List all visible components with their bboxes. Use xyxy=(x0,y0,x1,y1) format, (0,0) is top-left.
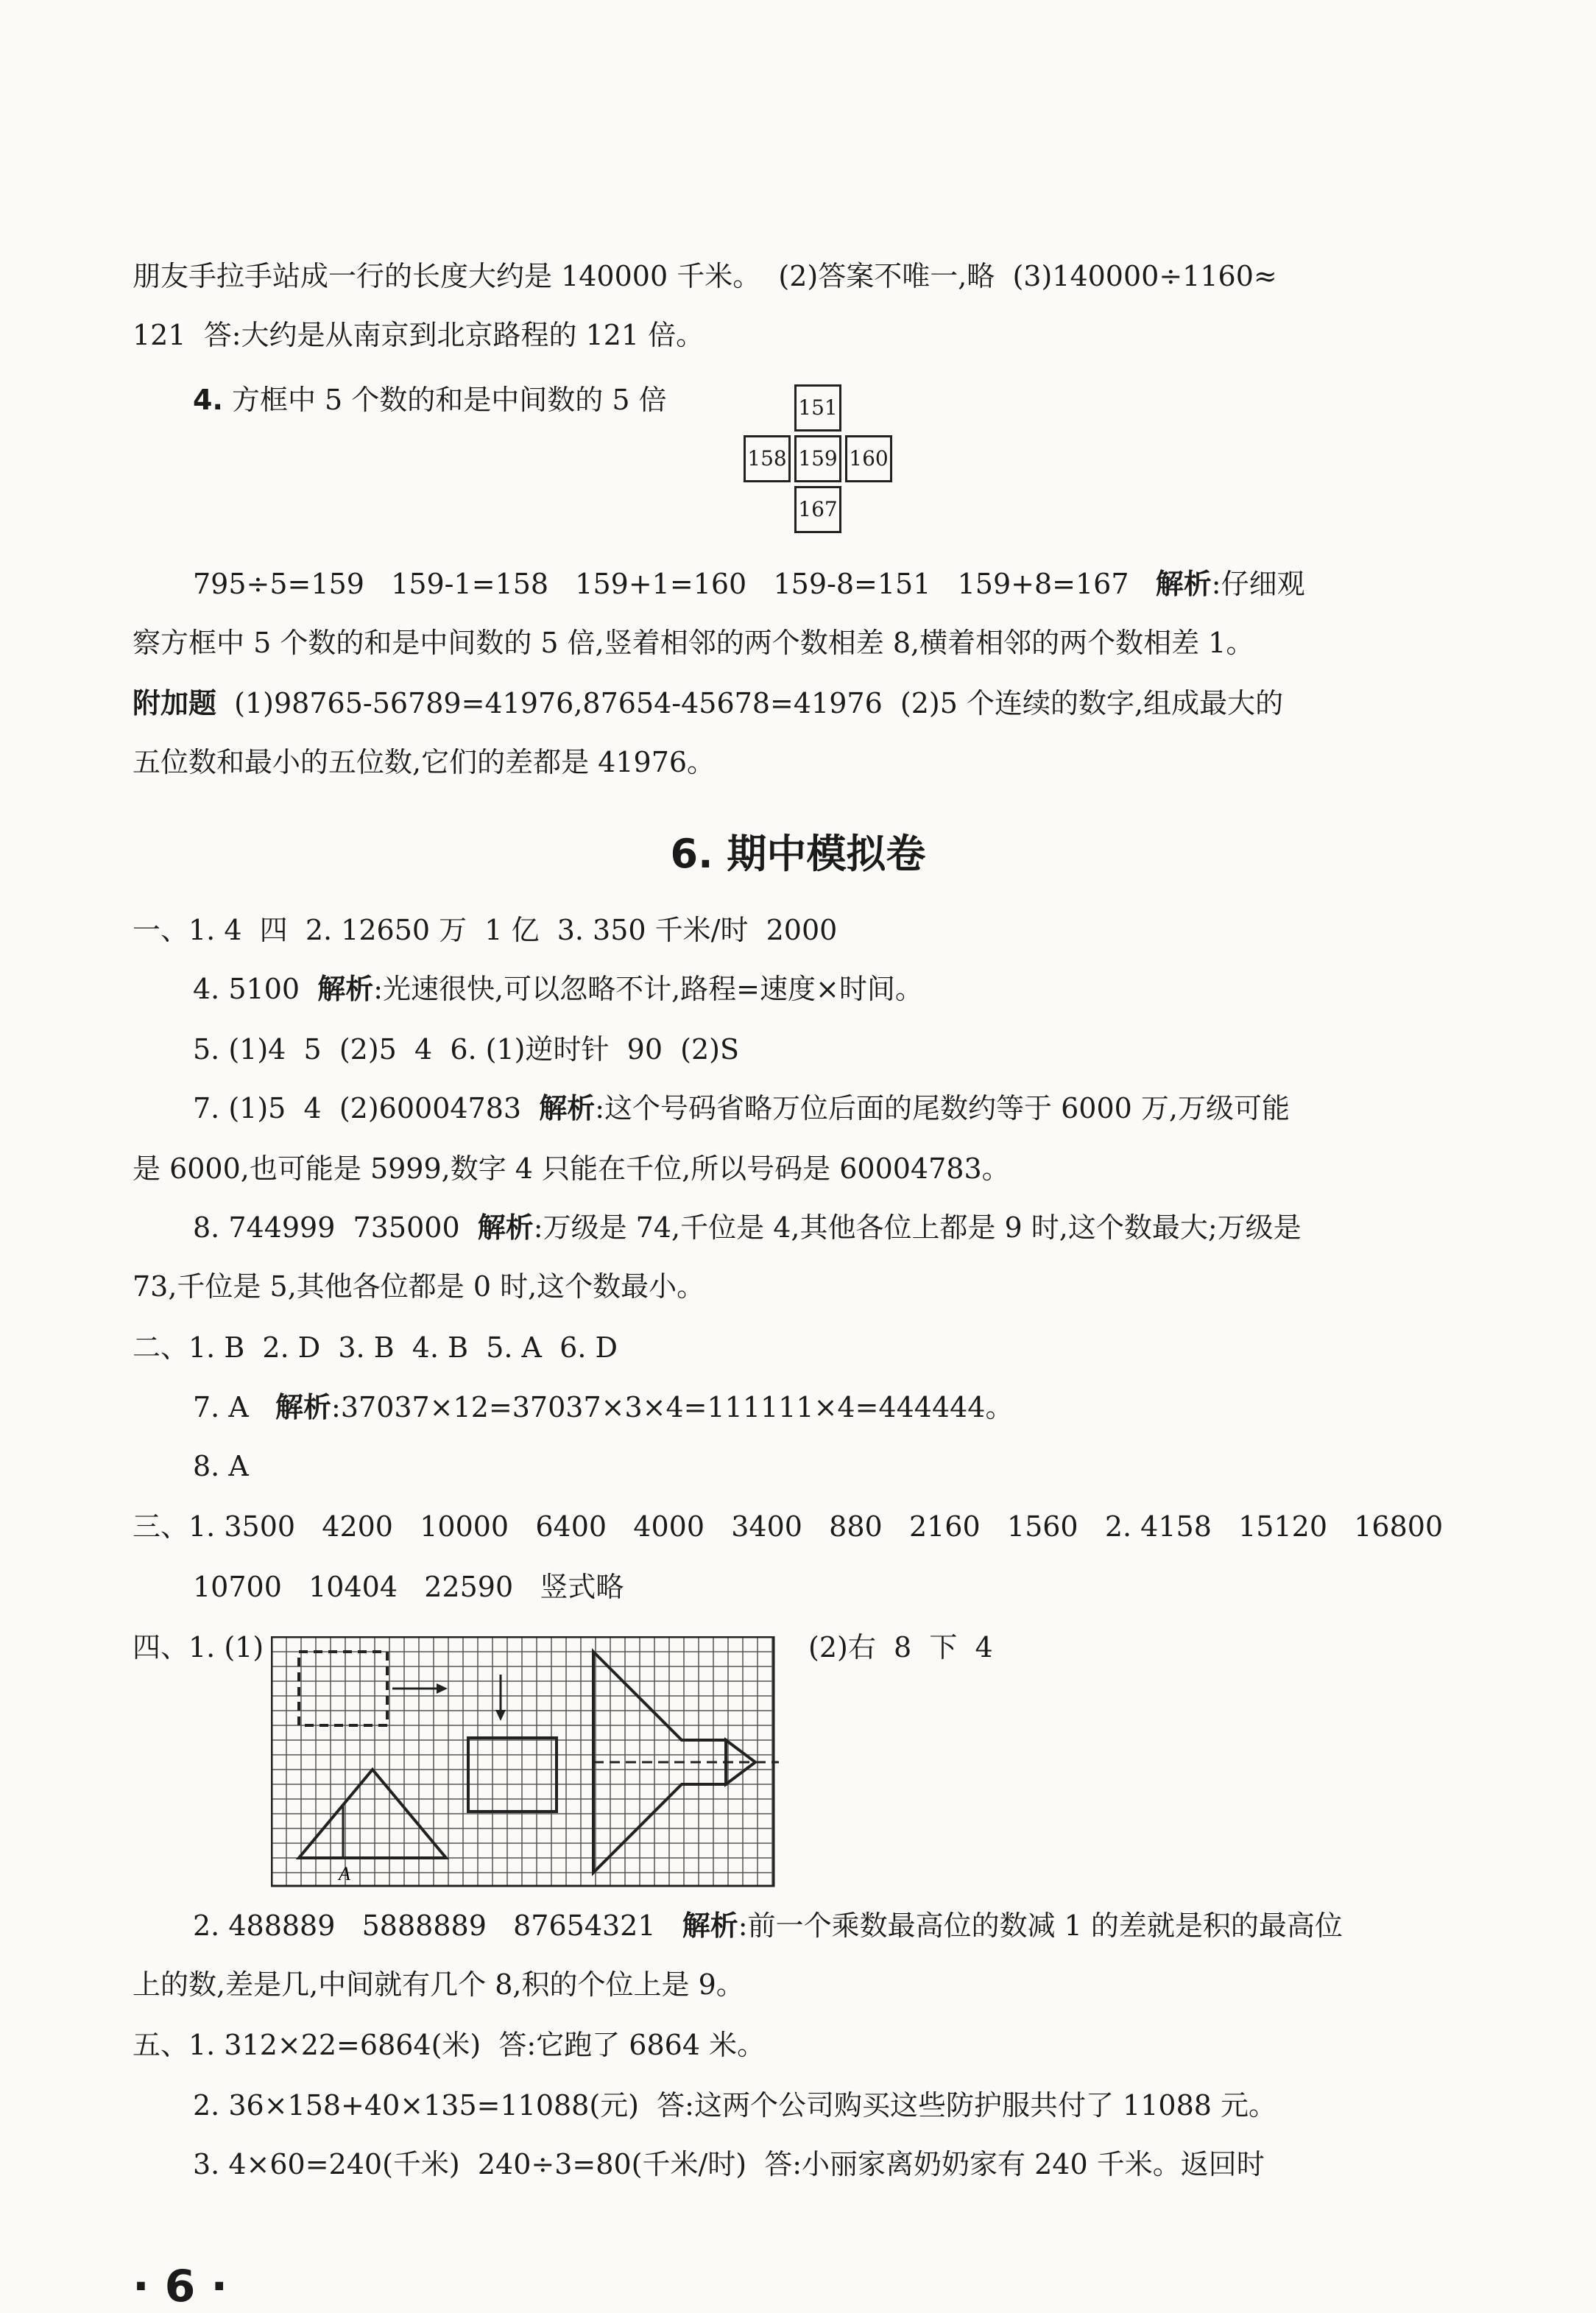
p2-line-3: 8. A xyxy=(193,1450,249,1482)
p5-line-3: 3. 4×60=240(千米) 240÷3=80(千米/时) 答:小丽家离奶奶家有 240 千米。返回时 xyxy=(193,2148,1265,2180)
extra-label: 附加题 xyxy=(133,687,217,719)
cross-bottom: 167 xyxy=(794,486,841,533)
p1-l4b: :这个号码省略万位后面的尾数约等于 6000 万,万级可能 xyxy=(595,1092,1290,1124)
p1-line-7: 73,千位是 5,其他各位都是 0 时,这个数最小。 xyxy=(133,1270,705,1303)
point-a-label: A xyxy=(339,1863,350,1884)
number-cross xyxy=(744,384,892,535)
dashed-original-square xyxy=(299,1652,387,1725)
top-line-2: 121 答:大约是从南京到北京路程的 121 倍。 xyxy=(133,319,705,351)
q4-line xyxy=(193,381,667,418)
p1-l6b: :万级是 74,千位是 4,其他各位上都是 9 时,这个数最大;万级是 xyxy=(533,1211,1302,1244)
p2-l2a: 7. A xyxy=(193,1391,276,1423)
p5-line-1: 五、1. 312×22=6864(米) 答:它跑了 6864 米。 xyxy=(133,2029,766,2061)
p1-l2a: 4. 5100 xyxy=(193,973,318,1005)
cross-left: 158 xyxy=(744,435,791,482)
q4-calc-text: 795÷5=159 159-1=158 159+1=160 159-8=151 159+8=167 xyxy=(193,568,1156,600)
section-title: 6. 期中模拟卷 xyxy=(670,831,926,877)
extra-line-2: 五位数和最小的五位数,它们的差都是 41976。 xyxy=(133,746,716,778)
cross-right: 160 xyxy=(845,435,892,482)
p3-line-1: 三、1. 3500 4200 10000 6400 4000 3400 880 2160 1560 2. 4158 15120 16800 xyxy=(133,1510,1444,1543)
p1-l4-jx: 解析 xyxy=(539,1092,596,1124)
p4-l2a: 2. 488889 5888889 87654321 xyxy=(193,1909,682,1942)
p1-line-5: 是 6000,也可能是 5999,数字 4 只能在千位,所以号码是 60004783。 xyxy=(133,1152,1010,1185)
q4-text: 方框中 5 个数的和是中间数的 5 倍 xyxy=(222,384,667,416)
p1-l6-jx: 解析 xyxy=(477,1211,534,1244)
p1-line-4 xyxy=(193,1090,1290,1127)
p1-l2b: :光速很快,可以忽略不计,路程=速度×时间。 xyxy=(373,973,923,1005)
p1-l4a: 7. (1)5 4 (2)60004783 xyxy=(193,1092,540,1124)
q4-jx-label: 解析 xyxy=(1155,568,1212,600)
extra-text: (1)98765-56789=41976,87654-45678=41976 (2)5 个连续的数字,组成最大的 xyxy=(216,687,1284,719)
p1-l2-jx: 解析 xyxy=(317,973,374,1005)
top-line-1: 朋友手拉手站成一行的长度大约是 140000 千米。 (2)答案不唯一,略 (3)140000÷1160≈ xyxy=(133,260,1277,292)
cross-center: 159 xyxy=(794,435,841,482)
q4-label: 4. xyxy=(193,384,223,416)
q4-line-2: 察方框中 5 个数的和是中间数的 5 倍,竖着相邻的两个数相差 8,横着相邻的两个数相差 1。 xyxy=(133,627,1254,659)
p2-line-2 xyxy=(193,1389,1014,1426)
p4-line-1: 四、1. (1) xyxy=(133,1631,264,1664)
q4-jx-text: :仔细观 xyxy=(1211,568,1305,600)
p1-line-2 xyxy=(193,971,923,1007)
down-arrow-icon xyxy=(495,1710,506,1721)
p4-l2-jx: 解析 xyxy=(682,1909,738,1942)
p4-l2b: :前一个乘数最高位的数减 1 的差就是积的最高位 xyxy=(738,1909,1343,1942)
p1-line-3: 5. (1)4 5 (2)5 4 6. (1)逆时针 90 (2)S xyxy=(193,1033,740,1066)
p2-l2-jx: 解析 xyxy=(275,1391,332,1423)
p1-line-6 xyxy=(193,1209,1302,1246)
p4-right-text: (2)右 8 下 4 xyxy=(808,1631,993,1664)
page-number: · 6 · xyxy=(133,2261,228,2312)
q4-calc xyxy=(193,566,1305,602)
p2-l2b: :37037×12=37037×3×4=111111×4=444444。 xyxy=(331,1391,1014,1423)
extra-line-1 xyxy=(133,685,1283,722)
p2-line-1: 二、1. B 2. D 3. B 4. B 5. A 6. D xyxy=(133,1331,618,1364)
p5-line-2: 2. 36×158+40×135=11088(元) 答:这两个公司购买这些防护服共付了 11088 元。 xyxy=(193,2089,1277,2122)
translation-grid-figure xyxy=(271,1636,779,1901)
p1-line-1: 一、1. 4 四 2. 12650 万 1 亿 3. 350 千米/时 2000 xyxy=(133,914,838,946)
p4-line-2 xyxy=(193,1907,1343,1944)
right-arrow-icon xyxy=(437,1683,448,1694)
p3-line-2: 10700 10404 22590 竖式略 xyxy=(193,1571,624,1603)
translated-square xyxy=(468,1738,557,1812)
cross-top: 151 xyxy=(794,384,841,432)
p1-l6a: 8. 744999 735000 xyxy=(193,1211,478,1244)
p4-line-3: 上的数,差是几,中间就有几个 8,积的个位上是 9。 xyxy=(133,1968,744,2001)
